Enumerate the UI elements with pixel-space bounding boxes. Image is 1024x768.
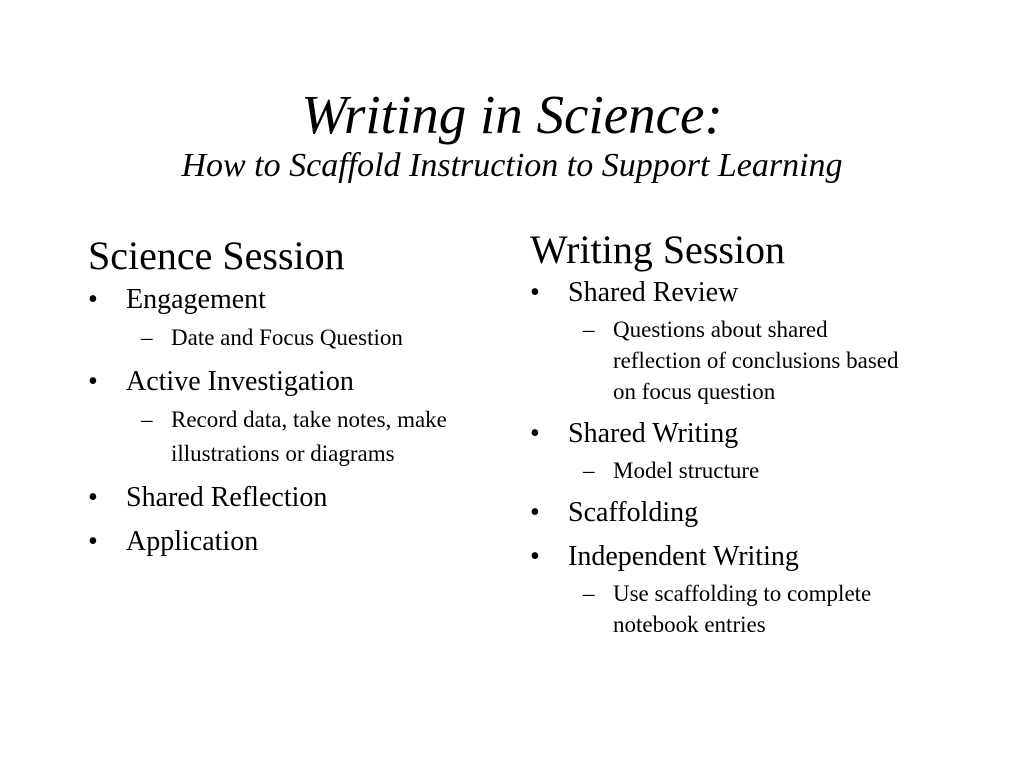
dash-icon: – xyxy=(141,407,153,432)
list-item-label: Application xyxy=(126,526,259,557)
list-item xyxy=(88,481,498,515)
sub-list-item xyxy=(568,314,913,407)
bullet-icon: • xyxy=(88,366,98,397)
list-item-label: Shared Reflection xyxy=(126,482,328,513)
slide-title-block xyxy=(0,84,1024,186)
writing-session-heading: Writing Session xyxy=(530,227,786,272)
dash-icon: – xyxy=(583,317,595,342)
bullet-icon: • xyxy=(88,482,98,513)
bullet-icon: • xyxy=(530,418,540,449)
dash-icon: – xyxy=(583,581,595,606)
dash-icon: – xyxy=(583,458,595,483)
sub-list-item-label: Use scaffolding to complete notebook entries xyxy=(613,581,872,637)
list-item-label: Active Investigation xyxy=(126,366,354,397)
list-item xyxy=(88,525,498,559)
sub-list-item-label: Record data, take notes, make illustrations or diagrams xyxy=(171,407,447,466)
writing-session-list xyxy=(530,276,970,640)
science-session-heading: Science Session xyxy=(88,233,345,278)
dash-icon: – xyxy=(141,325,153,350)
list-item xyxy=(88,365,498,471)
writing-session-column xyxy=(530,226,970,640)
bullet-icon: • xyxy=(88,284,98,315)
list-item xyxy=(530,496,970,530)
science-session-list xyxy=(88,283,498,559)
science-session-column xyxy=(88,232,498,559)
list-item xyxy=(530,417,970,486)
sub-list-item-label: Questions about shared reflection of conclusions based on focus question xyxy=(613,317,899,404)
slide-title: Writing in Science: xyxy=(301,84,723,145)
sub-list xyxy=(568,578,970,640)
bullet-icon: • xyxy=(530,497,540,528)
list-item xyxy=(88,283,498,355)
sub-list xyxy=(126,403,498,471)
list-item-label: Engagement xyxy=(126,284,266,315)
sub-list xyxy=(126,321,498,355)
list-item-label: Independent Writing xyxy=(568,541,799,572)
list-item xyxy=(530,540,970,640)
sub-list-item xyxy=(568,455,970,486)
bullet-icon: • xyxy=(530,277,540,308)
slide-subtitle: How to Scaffold Instruction to Support Learning xyxy=(181,147,843,184)
list-item xyxy=(530,276,970,407)
sub-list-item xyxy=(126,321,498,355)
bullet-icon: • xyxy=(88,526,98,557)
list-item-label: Scaffolding xyxy=(568,497,699,528)
sub-list xyxy=(568,314,970,407)
sub-list-item xyxy=(126,403,498,471)
sub-list-item-label: Model structure xyxy=(613,458,760,483)
sub-list xyxy=(568,455,970,486)
list-item-label: Shared Review xyxy=(568,277,739,308)
list-item-label: Shared Writing xyxy=(568,418,739,449)
bullet-icon: • xyxy=(530,541,540,572)
sub-list-item xyxy=(568,578,943,640)
sub-list-item-label: Date and Focus Question xyxy=(171,325,403,350)
